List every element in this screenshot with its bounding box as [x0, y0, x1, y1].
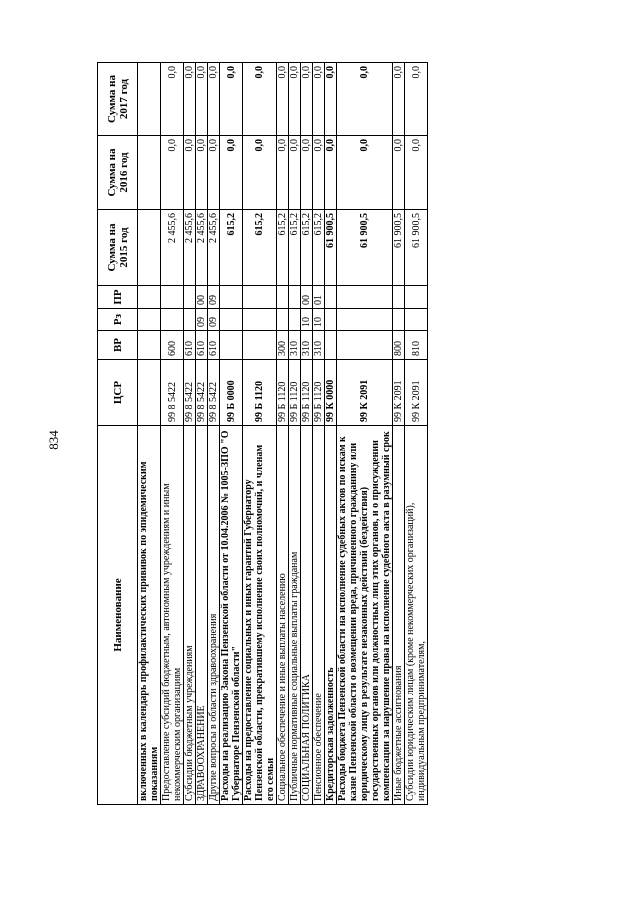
cell-sum-2017: 0,0: [289, 63, 301, 136]
cell-rz: [161, 309, 184, 331]
cell-pr: [138, 286, 161, 309]
cell-sum-2016: [138, 136, 161, 210]
cell-name: включенных в календарь профилактических прививок по эпидемическим показаниям: [138, 426, 161, 805]
cell-name: Иные бюджетные ассигнования: [393, 426, 405, 805]
cell-name: ЗДРАВООХРАНЕНИЕ: [196, 426, 208, 805]
cell-vr: 300: [277, 331, 289, 360]
cell-vr: 800: [393, 331, 405, 360]
cell-sum-2015: 61 900,5: [405, 210, 428, 286]
cell-vr: 610: [184, 331, 196, 360]
cell-pr: [220, 286, 243, 309]
cell-pr: 01: [313, 286, 325, 309]
cell-vr: [325, 331, 337, 360]
cell-sum-2015: 61 900,5: [337, 210, 393, 286]
cell-vr: 600: [161, 331, 184, 360]
cell-pr: [161, 286, 184, 309]
cell-sum-2016: 0,0: [325, 136, 337, 210]
cell-pr: [184, 286, 196, 309]
table-row: [301, 63, 313, 805]
cell-name: Кредиторская задолженность: [325, 426, 337, 805]
cell-rz: [337, 309, 393, 331]
cell-pr: 00: [196, 286, 208, 309]
cell-name: Расходы на реализацию Закона Пензенской области от 10.04.2006 № 1005-ЗПО "О Губернаторе Пензенской области": [220, 426, 243, 805]
cell-rz: [325, 309, 337, 331]
cell-sum-2015: 615,2: [220, 210, 243, 286]
cell-sum-2017: 0,0: [301, 63, 313, 136]
cell-sum-2017: 0,0: [393, 63, 405, 136]
cell-csr: 99 8 5422: [196, 360, 208, 426]
table-row: [243, 63, 277, 805]
column-header-pr: ПР: [98, 286, 138, 309]
column-header-vr: ВР: [98, 331, 138, 360]
cell-sum-2016: 0,0: [393, 136, 405, 210]
column-header-sum-2016: Сумма на 2016 год: [98, 136, 138, 210]
cell-csr: 99 8 5422: [208, 360, 220, 426]
cell-sum-2016: 0,0: [243, 136, 277, 210]
cell-sum-2017: 0,0: [337, 63, 393, 136]
table-row: [161, 63, 184, 805]
cell-csr: 99 К 2091: [405, 360, 428, 426]
cell-vr: 310: [313, 331, 325, 360]
cell-csr: 99 Б 1120: [313, 360, 325, 426]
cell-pr: 00: [301, 286, 313, 309]
cell-sum-2017: 0,0: [277, 63, 289, 136]
cell-sum-2015: 615,2: [313, 210, 325, 286]
column-header-csr: ЦСР: [98, 360, 138, 426]
table-row: [196, 63, 208, 805]
column-header-sum-2015: Сумма на 2015 год: [98, 210, 138, 286]
cell-csr: 99 Б 1120: [243, 360, 277, 426]
cell-csr: [138, 360, 161, 426]
cell-sum-2016: 0,0: [405, 136, 428, 210]
cell-vr: 610: [196, 331, 208, 360]
cell-csr: 99 8 5422: [161, 360, 184, 426]
cell-vr: 810: [405, 331, 428, 360]
table-row: [313, 63, 325, 805]
cell-rz: [405, 309, 428, 331]
cell-vr: [243, 331, 277, 360]
cell-sum-2017: 0,0: [325, 63, 337, 136]
cell-sum-2015: 615,2: [277, 210, 289, 286]
table-body: [138, 63, 428, 805]
cell-name: Расходы бюджета Пензенской области на исполнение судебных актов по искам к казне Пензенской области о возмещении вреда, причиненного гражданину или юридическому лицу в результате незаконных действий (бездействия) государственных органов или должностных лиц этих органов, и о присуждении компенсации за нарушение права на исполнение судебного акта в разумный срок: [337, 426, 393, 805]
cell-sum-2016: 0,0: [161, 136, 184, 210]
cell-rz: 10: [313, 309, 325, 331]
cell-rz: [277, 309, 289, 331]
cell-vr: [337, 331, 393, 360]
cell-csr: 99 Б 1120: [289, 360, 301, 426]
column-header-sum-2017: Сумма на 2017 год: [98, 63, 138, 136]
cell-sum-2016: 0,0: [301, 136, 313, 210]
cell-vr: 610: [208, 331, 220, 360]
cell-csr: 99 К 0000: [325, 360, 337, 426]
cell-sum-2017: 0,0: [243, 63, 277, 136]
cell-sum-2017: 0,0: [161, 63, 184, 136]
cell-csr: 99 8 5422: [184, 360, 196, 426]
cell-rz: [243, 309, 277, 331]
cell-name: Социальное обеспечение и иные выплаты населению: [277, 426, 289, 805]
cell-sum-2015: 2 455,6: [196, 210, 208, 286]
rotated-table-wrapper: [97, 63, 558, 805]
cell-sum-2017: 0,0: [405, 63, 428, 136]
cell-csr: 99 Б 0000: [220, 360, 243, 426]
cell-sum-2015: 2 455,6: [184, 210, 196, 286]
cell-vr: [220, 331, 243, 360]
cell-rz: [220, 309, 243, 331]
cell-csr: 99 Б 1120: [301, 360, 313, 426]
cell-sum-2016: 0,0: [208, 136, 220, 210]
cell-rz: [289, 309, 301, 331]
cell-pr: [289, 286, 301, 309]
cell-sum-2016: 0,0: [196, 136, 208, 210]
cell-name: Субсидии бюджетным учреждениям: [184, 426, 196, 805]
cell-name: Субсидии юридическим лицам (кроме некоммерческих организаций), индивидуальным предпринимателям,: [405, 426, 428, 805]
page-number: 834: [46, 430, 61, 450]
cell-vr: 310: [301, 331, 313, 360]
cell-sum-2017: 0,0: [184, 63, 196, 136]
cell-sum-2017: 0,0: [196, 63, 208, 136]
cell-sum-2016: 0,0: [337, 136, 393, 210]
table-row: [325, 63, 337, 805]
cell-pr: [405, 286, 428, 309]
column-header-name: Наименование: [98, 426, 138, 805]
table-row: [337, 63, 393, 805]
cell-sum-2016: 0,0: [277, 136, 289, 210]
cell-sum-2017: 0,0: [208, 63, 220, 136]
cell-sum-2017: [138, 63, 161, 136]
cell-sum-2015: 2 455,6: [208, 210, 220, 286]
table-row: [184, 63, 196, 805]
cell-csr: 99 К 2091: [337, 360, 393, 426]
cell-name: Расходы на предоставление социальных и иных гарантий Губернатору Пензенской области, прекратившему исполнение своих полномочий, и членам его семьи: [243, 426, 277, 805]
table-row: [208, 63, 220, 805]
cell-rz: 10: [301, 309, 313, 331]
cell-vr: [138, 331, 161, 360]
table-row: [220, 63, 243, 805]
cell-pr: [243, 286, 277, 309]
cell-vr: 310: [289, 331, 301, 360]
cell-sum-2016: 0,0: [220, 136, 243, 210]
cell-sum-2016: 0,0: [184, 136, 196, 210]
cell-pr: [325, 286, 337, 309]
budget-table: [97, 62, 428, 805]
table-row: [277, 63, 289, 805]
cell-rz: [184, 309, 196, 331]
cell-pr: [393, 286, 405, 309]
cell-pr: 09: [208, 286, 220, 309]
table-row: [405, 63, 428, 805]
cell-sum-2016: 0,0: [313, 136, 325, 210]
cell-sum-2015: 61 900,5: [325, 210, 337, 286]
table-row: [138, 63, 161, 805]
cell-rz: [393, 309, 405, 331]
cell-rz: 09: [196, 309, 208, 331]
cell-pr: [277, 286, 289, 309]
cell-sum-2015: 61 900,5: [393, 210, 405, 286]
cell-csr: 99 К 2091: [393, 360, 405, 426]
cell-pr: [337, 286, 393, 309]
cell-rz: [138, 309, 161, 331]
cell-sum-2015: 615,2: [289, 210, 301, 286]
cell-name: Публичные нормативные социальные выплаты гражданам: [289, 426, 301, 805]
column-header-rz: Рз: [98, 309, 138, 331]
table-header-row: [98, 63, 138, 805]
table-row: [289, 63, 301, 805]
cell-sum-2015: 615,2: [301, 210, 313, 286]
cell-rz: 09: [208, 309, 220, 331]
cell-name: Пенсионное обеспечение: [313, 426, 325, 805]
cell-name: СОЦИАЛЬНАЯ ПОЛИТИКА: [301, 426, 313, 805]
cell-sum-2016: 0,0: [289, 136, 301, 210]
cell-name: Другие вопросы в области здравоохранения: [208, 426, 220, 805]
cell-sum-2017: 0,0: [220, 63, 243, 136]
cell-sum-2015: [138, 210, 161, 286]
cell-csr: 99 Б 1120: [277, 360, 289, 426]
cell-sum-2017: 0,0: [313, 63, 325, 136]
cell-name: Предоставление субсидий бюджетным, автономным учреждениям и иным некоммерческим организациям: [161, 426, 184, 805]
cell-sum-2015: 615,2: [243, 210, 277, 286]
table-row: [393, 63, 405, 805]
cell-sum-2015: 2 455,6: [161, 210, 184, 286]
